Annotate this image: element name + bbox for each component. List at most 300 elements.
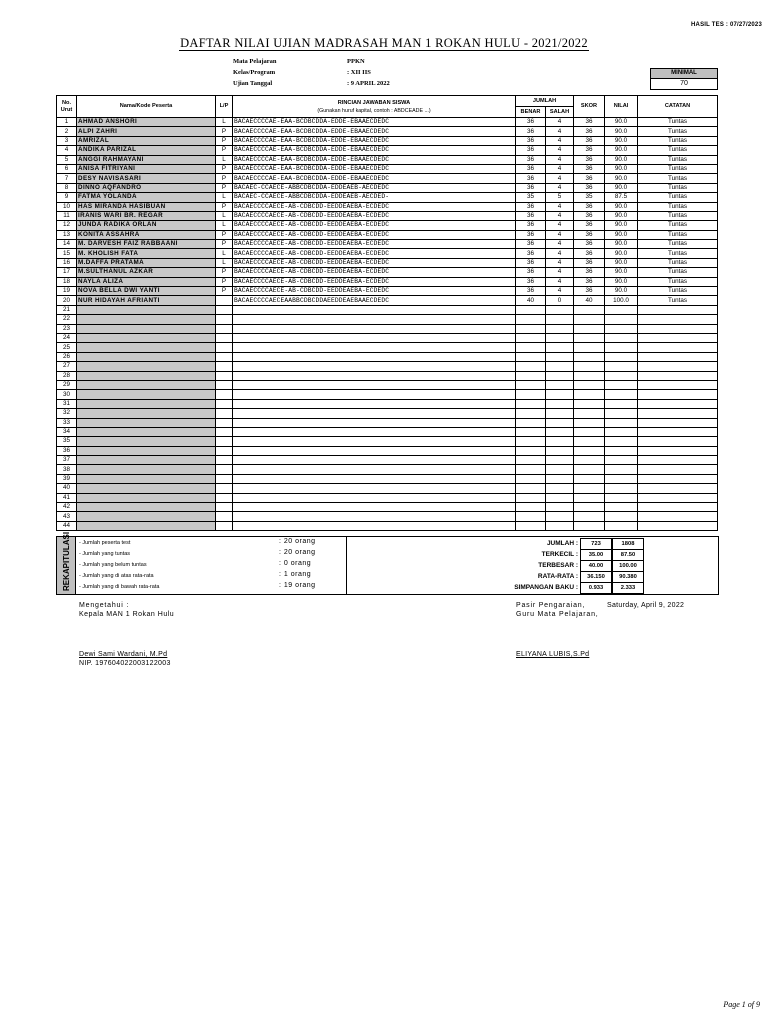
recap-value: : 1 orang — [279, 571, 312, 578]
empty-cell — [77, 333, 216, 342]
header-nilai: NILAI — [605, 96, 638, 118]
student-benar: 36 — [516, 277, 546, 286]
empty-cell — [77, 446, 216, 455]
score-table — [56, 95, 718, 531]
student-gender: L — [216, 155, 233, 164]
empty-cell — [546, 362, 574, 371]
empty-cell — [638, 333, 718, 342]
empty-cell — [605, 399, 638, 408]
empty-cell — [574, 437, 605, 446]
student-catatan: Tuntas — [638, 118, 718, 127]
table-row — [57, 174, 718, 183]
student-name: ALPI ZAHRI — [77, 127, 216, 136]
empty-cell — [546, 333, 574, 342]
student-nilai: 90.0 — [605, 268, 638, 277]
empty-cell — [546, 446, 574, 455]
empty-cell — [77, 521, 216, 530]
empty-cell — [216, 446, 233, 455]
student-salah: 4 — [546, 268, 574, 277]
row-number: 19 — [57, 287, 77, 296]
empty-cell — [638, 418, 718, 427]
student-skor: 36 — [574, 230, 605, 239]
student-salah: 4 — [546, 240, 574, 249]
minimal-label: MINIMAL — [651, 69, 717, 79]
student-answers: BACAECCCCAECEAABBCDBCDDAEEDDEAEBAAECDEDC — [233, 296, 516, 305]
student-catatan: Tuntas — [638, 249, 718, 258]
info-label-subject: Mata Pelajaran — [233, 58, 277, 65]
empty-row — [57, 333, 718, 342]
empty-row — [57, 380, 718, 389]
student-answers: BACAECCCCAE-EAA-BCDBCDDA-EDDE-EBAAECDEDC — [233, 146, 516, 155]
recap-section — [56, 531, 719, 595]
empty-cell — [77, 399, 216, 408]
row-number: 1 — [57, 118, 77, 127]
empty-cell — [233, 437, 516, 446]
empty-cell — [574, 456, 605, 465]
student-salah: 4 — [546, 277, 574, 286]
empty-cell — [605, 324, 638, 333]
empty-cell — [546, 371, 574, 380]
empty-cell — [233, 493, 516, 502]
table-row — [57, 155, 718, 164]
empty-cell — [638, 371, 718, 380]
student-salah: 4 — [546, 146, 574, 155]
student-benar: 36 — [516, 268, 546, 277]
student-answers: BACAECCCCAECE-AB-CDBCDD-EEDDEAEBA-ECDEDC — [233, 230, 516, 239]
empty-row — [57, 474, 718, 483]
empty-cell — [77, 465, 216, 474]
empty-cell — [574, 399, 605, 408]
empty-cell — [216, 333, 233, 342]
recap-value: : 0 orang — [279, 560, 312, 567]
student-skor: 36 — [574, 287, 605, 296]
empty-cell — [638, 512, 718, 521]
empty-cell — [516, 512, 546, 521]
row-number: 22 — [57, 315, 77, 324]
row-number: 40 — [57, 484, 77, 493]
row-number: 12 — [57, 221, 77, 230]
empty-cell — [574, 343, 605, 352]
student-nilai: 90.0 — [605, 174, 638, 183]
stat-nilai: 1808 — [612, 538, 644, 550]
empty-cell — [605, 352, 638, 361]
row-number: 8 — [57, 183, 77, 192]
row-number: 35 — [57, 437, 77, 446]
student-salah: 4 — [546, 183, 574, 192]
recap-label: - Jumlah yang di bawah rata-rata — [79, 584, 160, 590]
score-table-body — [57, 118, 718, 531]
student-nilai: 90.0 — [605, 287, 638, 296]
empty-cell — [546, 493, 574, 502]
student-benar: 40 — [516, 296, 546, 305]
empty-cell — [77, 484, 216, 493]
student-salah: 4 — [546, 287, 574, 296]
empty-cell — [574, 333, 605, 342]
empty-cell — [574, 503, 605, 512]
student-name: KONITA ASSAHRA — [77, 230, 216, 239]
empty-cell — [77, 427, 216, 436]
row-number: 27 — [57, 362, 77, 371]
empty-cell — [605, 390, 638, 399]
student-skor: 36 — [574, 136, 605, 145]
empty-cell — [233, 484, 516, 493]
empty-cell — [516, 521, 546, 530]
empty-cell — [605, 484, 638, 493]
empty-cell — [233, 503, 516, 512]
student-gender: P — [216, 277, 233, 286]
student-benar: 36 — [516, 183, 546, 192]
empty-cell — [216, 456, 233, 465]
row-number: 9 — [57, 193, 77, 202]
stat-label: TERBESAR : — [538, 562, 578, 569]
empty-cell — [216, 399, 233, 408]
student-gender: P — [216, 127, 233, 136]
empty-cell — [77, 390, 216, 399]
empty-cell — [216, 503, 233, 512]
row-number: 3 — [57, 136, 77, 145]
student-catatan: Tuntas — [638, 287, 718, 296]
empty-cell — [574, 521, 605, 530]
empty-cell — [216, 484, 233, 493]
student-catatan: Tuntas — [638, 174, 718, 183]
empty-cell — [574, 362, 605, 371]
header-rincian-title: RINCIAN JAWABAN SISWA — [337, 99, 411, 106]
empty-cell — [638, 380, 718, 389]
student-catatan: Tuntas — [638, 296, 718, 305]
stat-label: TERKECIL : — [541, 551, 578, 558]
table-row — [57, 193, 718, 202]
empty-row — [57, 465, 718, 474]
empty-cell — [516, 362, 546, 371]
row-number: 11 — [57, 211, 77, 220]
student-name: M.DAFFA PRATAMA — [77, 258, 216, 267]
table-row — [57, 296, 718, 305]
empty-row — [57, 427, 718, 436]
empty-cell — [233, 390, 516, 399]
empty-cell — [233, 371, 516, 380]
student-nilai: 90.0 — [605, 277, 638, 286]
row-number: 32 — [57, 409, 77, 418]
stat-label: SIMPANGAN BAKU : — [514, 584, 578, 591]
row-number: 21 — [57, 305, 77, 314]
table-row — [57, 287, 718, 296]
sig-right-line1: Pasir Pengaraian, — [516, 602, 586, 609]
empty-cell — [638, 437, 718, 446]
table-row — [57, 249, 718, 258]
student-salah: 4 — [546, 249, 574, 258]
stat-skor: 35.00 — [580, 549, 612, 561]
stat-nilai: 90.380 — [612, 571, 644, 583]
student-gender: P — [216, 146, 233, 155]
row-number: 4 — [57, 146, 77, 155]
student-salah: 0 — [546, 296, 574, 305]
empty-row — [57, 390, 718, 399]
recap-label: - Jumlah yang tuntas — [79, 551, 131, 557]
student-salah: 4 — [546, 202, 574, 211]
empty-cell — [77, 418, 216, 427]
empty-cell — [516, 315, 546, 324]
empty-cell — [574, 446, 605, 455]
header-lp: L/P — [216, 96, 233, 118]
empty-cell — [574, 305, 605, 314]
empty-cell — [77, 305, 216, 314]
empty-cell — [233, 512, 516, 521]
student-catatan: Tuntas — [638, 277, 718, 286]
empty-cell — [233, 465, 516, 474]
empty-cell — [605, 333, 638, 342]
student-catatan: Tuntas — [638, 136, 718, 145]
empty-cell — [233, 521, 516, 530]
empty-row — [57, 493, 718, 502]
empty-cell — [574, 352, 605, 361]
empty-cell — [216, 474, 233, 483]
empty-cell — [77, 456, 216, 465]
stat-nilai: 100.00 — [612, 560, 644, 572]
empty-cell — [516, 493, 546, 502]
student-catatan: Tuntas — [638, 268, 718, 277]
empty-cell — [77, 352, 216, 361]
empty-cell — [638, 446, 718, 455]
empty-cell — [574, 315, 605, 324]
empty-cell — [546, 380, 574, 389]
empty-cell — [638, 484, 718, 493]
empty-cell — [605, 493, 638, 502]
empty-row — [57, 352, 718, 361]
table-row — [57, 277, 718, 286]
empty-cell — [233, 324, 516, 333]
empty-cell — [574, 512, 605, 521]
empty-row — [57, 521, 718, 530]
student-nilai: 90.0 — [605, 146, 638, 155]
row-number: 39 — [57, 474, 77, 483]
student-name: IRANIS WARI BR. REGAR — [77, 211, 216, 220]
empty-row — [57, 305, 718, 314]
student-salah: 4 — [546, 118, 574, 127]
student-salah: 4 — [546, 155, 574, 164]
empty-cell — [638, 315, 718, 324]
empty-cell — [638, 352, 718, 361]
empty-cell — [605, 315, 638, 324]
student-catatan: Tuntas — [638, 221, 718, 230]
student-nilai: 90.0 — [605, 183, 638, 192]
student-answers: BACAECCCCAECE-AB-CDBCDD-EEDDEAEBA-ECDEDC — [233, 268, 516, 277]
empty-cell — [546, 352, 574, 361]
empty-cell — [77, 437, 216, 446]
student-salah: 4 — [546, 221, 574, 230]
empty-cell — [77, 503, 216, 512]
empty-cell — [574, 371, 605, 380]
empty-cell — [516, 474, 546, 483]
empty-cell — [605, 418, 638, 427]
empty-cell — [216, 409, 233, 418]
student-catatan: Tuntas — [638, 211, 718, 220]
row-number: 18 — [57, 277, 77, 286]
empty-cell — [233, 446, 516, 455]
empty-row — [57, 484, 718, 493]
stat-label: JUMLAH : — [546, 540, 578, 547]
table-row — [57, 211, 718, 220]
recap-title: REKAPITULASI — [62, 531, 71, 591]
empty-cell — [516, 427, 546, 436]
student-name: NOVA BELLA DWI YANTI — [77, 287, 216, 296]
empty-cell — [638, 390, 718, 399]
empty-cell — [516, 437, 546, 446]
sig-right-name: ELIYANA LUBIS,S.Pd — [516, 651, 590, 658]
student-catatan: Tuntas — [638, 164, 718, 173]
stat-skor: 0.933 — [580, 582, 612, 594]
row-number: 42 — [57, 503, 77, 512]
recap-label: - Jumlah peserta test — [79, 540, 131, 546]
student-name: DINNO AQFANDRO — [77, 183, 216, 192]
empty-cell — [216, 427, 233, 436]
empty-row — [57, 418, 718, 427]
student-skor: 36 — [574, 202, 605, 211]
empty-cell — [216, 493, 233, 502]
table-row — [57, 240, 718, 249]
empty-cell — [216, 437, 233, 446]
empty-row — [57, 362, 718, 371]
table-row — [57, 230, 718, 239]
student-benar: 36 — [516, 211, 546, 220]
row-number: 24 — [57, 333, 77, 342]
stat-nilai: 2.333 — [612, 582, 644, 594]
student-nilai: 90.0 — [605, 221, 638, 230]
student-skor: 36 — [574, 211, 605, 220]
student-nilai: 90.0 — [605, 211, 638, 220]
sig-left-line2: Kepala MAN 1 Rokan Hulu — [79, 611, 175, 618]
student-benar: 36 — [516, 155, 546, 164]
empty-cell — [516, 484, 546, 493]
student-nilai: 90.0 — [605, 127, 638, 136]
empty-cell — [605, 521, 638, 530]
row-number: 37 — [57, 456, 77, 465]
row-number: 2 — [57, 127, 77, 136]
empty-cell — [605, 380, 638, 389]
empty-cell — [216, 521, 233, 530]
empty-cell — [546, 315, 574, 324]
stats-box — [346, 537, 718, 594]
header-rincian — [233, 96, 516, 118]
student-catatan: Tuntas — [638, 183, 718, 192]
empty-row — [57, 456, 718, 465]
empty-row — [57, 343, 718, 352]
student-answers: BACAECCCCAECE-AB-CDBCDD-EEDDEAEBA-ECDEDC — [233, 211, 516, 220]
empty-cell — [638, 343, 718, 352]
row-number: 33 — [57, 418, 77, 427]
empty-cell — [605, 371, 638, 380]
empty-cell — [546, 503, 574, 512]
empty-cell — [516, 465, 546, 474]
student-gender: L — [216, 193, 233, 202]
sig-left-nip: NIP. 197604022003122003 — [79, 660, 171, 667]
student-gender: P — [216, 287, 233, 296]
empty-cell — [605, 305, 638, 314]
row-number: 7 — [57, 174, 77, 183]
info-label-class: Kelas/Program — [233, 69, 276, 76]
student-name: NUR HIDAYAH AFRIANTI — [77, 296, 216, 305]
sig-left-name: Dewi Sami Wardani, M.Pd — [79, 651, 168, 658]
student-answers: BACAECCCCAE-EAA-BCDBCDDA-EDDE-EBAAECDEDC — [233, 174, 516, 183]
empty-cell — [574, 465, 605, 474]
empty-cell — [605, 362, 638, 371]
student-answers: BACAECCCCAECE-AB-CDBCDD-EEDDEAEBA-ECDEDC — [233, 277, 516, 286]
student-catatan: Tuntas — [638, 127, 718, 136]
empty-cell — [216, 418, 233, 427]
empty-cell — [516, 352, 546, 361]
empty-cell — [216, 390, 233, 399]
student-gender: L — [216, 211, 233, 220]
student-catatan: Tuntas — [638, 155, 718, 164]
student-skor: 36 — [574, 277, 605, 286]
student-salah: 4 — [546, 174, 574, 183]
student-salah: 5 — [546, 193, 574, 202]
row-number: 25 — [57, 343, 77, 352]
row-number: 10 — [57, 202, 77, 211]
student-gender: L — [216, 249, 233, 258]
header-salah: SALAH — [546, 107, 574, 118]
student-answers: BACAECCCCAECE-AB-CDBCDD-EEDDEAEBA-ECDEDC — [233, 240, 516, 249]
empty-cell — [516, 324, 546, 333]
student-answers: BACAECCCCAE-EAA-BCDBCDDA-EDDE-EBAAECDEDC — [233, 118, 516, 127]
student-answers: BACAECCCCAECE-AB-CDBCDD-EEDDEAEBA-ECDEDC — [233, 221, 516, 230]
student-name: ANISA FITRIYANI — [77, 164, 216, 173]
page-number: Page 1 of 9 — [723, 1000, 760, 1009]
empty-cell — [638, 324, 718, 333]
empty-row — [57, 399, 718, 408]
empty-row — [57, 371, 718, 380]
empty-cell — [546, 418, 574, 427]
student-salah: 4 — [546, 230, 574, 239]
empty-cell — [574, 324, 605, 333]
empty-cell — [638, 362, 718, 371]
empty-cell — [216, 380, 233, 389]
row-number: 38 — [57, 465, 77, 474]
empty-cell — [546, 456, 574, 465]
stat-label: RATA-RATA : — [537, 573, 578, 580]
empty-cell — [77, 362, 216, 371]
table-row — [57, 202, 718, 211]
stat-nilai: 87.50 — [612, 549, 644, 561]
empty-cell — [233, 399, 516, 408]
student-skor: 36 — [574, 146, 605, 155]
empty-cell — [77, 371, 216, 380]
info-value-class: : XII IIS — [347, 69, 371, 76]
row-number: 16 — [57, 258, 77, 267]
student-answers: BACAEC-CCAECE-ABBCDBCDDA-EDDEAEB-AECDEDC — [233, 183, 516, 192]
stat-skor: 40.00 — [580, 560, 612, 572]
table-row — [57, 146, 718, 155]
row-number: 41 — [57, 493, 77, 502]
student-name: M. KHOLISH FATA — [77, 249, 216, 258]
header-no: No. Urut — [57, 96, 77, 118]
row-number: 31 — [57, 399, 77, 408]
empty-cell — [516, 371, 546, 380]
exam-info — [233, 58, 433, 92]
student-gender: P — [216, 183, 233, 192]
empty-cell — [216, 352, 233, 361]
student-nilai: 90.0 — [605, 258, 638, 267]
student-nilai: 87.5 — [605, 193, 638, 202]
empty-cell — [574, 484, 605, 493]
student-benar: 36 — [516, 287, 546, 296]
student-benar: 36 — [516, 164, 546, 173]
student-benar: 36 — [516, 202, 546, 211]
student-nilai: 90.0 — [605, 164, 638, 173]
empty-cell — [233, 362, 516, 371]
student-salah: 4 — [546, 136, 574, 145]
info-value-subject: PPKN — [347, 58, 365, 65]
row-number: 17 — [57, 268, 77, 277]
